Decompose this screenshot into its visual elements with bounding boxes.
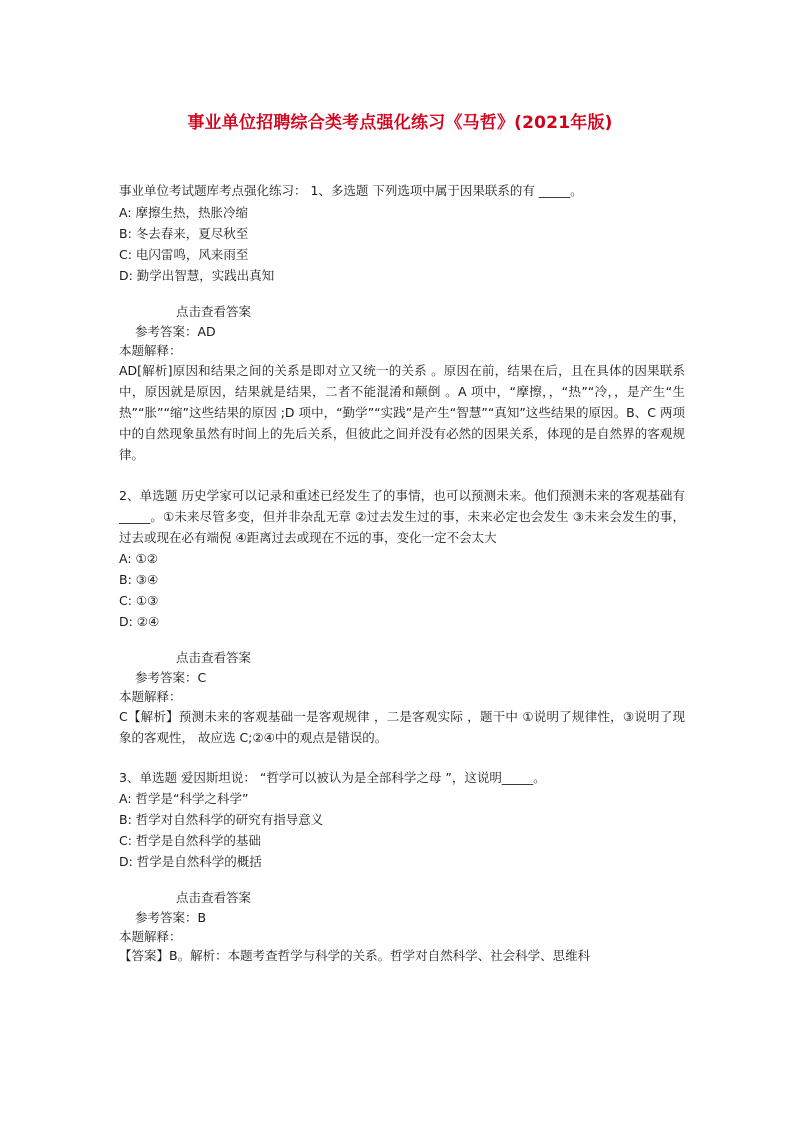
answer-text: 参考答案：B xyxy=(135,910,207,925)
explanation-label: 本题解释： xyxy=(119,342,182,358)
option-b: B: 冬去春来，夏尽秋至 xyxy=(119,225,249,241)
question-block xyxy=(119,485,685,748)
question-block xyxy=(119,768,685,967)
explanation-text: 【答案】B。解析：本题考查哲学与科学的关系。哲学对自然科学、社会科学、思维科 xyxy=(119,948,591,963)
option-c: C: ①③ xyxy=(119,592,159,608)
answer-text: 参考答案：C xyxy=(135,669,207,685)
question-stem: 2、单选题 历史学家可以记录和重述已经发生了的事情，也可以预测未来。他们预测未来的客观基础有 _____。①未来尽管多变，但并非杂乱无章 ②过去发生过的事，未来必定也会发生 ③未来会发生的事，过去或现在必有端倪 ④距离过去或现在不远的事，变化一定不会太大 xyxy=(119,487,685,545)
question-block xyxy=(119,181,685,465)
explanation-text: AD[解析]原因和结果之间的关系是即对立又统一的关系 。原因在前，结果在后，且在具体的因果联系中，原因就是原因，结果就是结果，二者不能混淆和颠倒 。A 项中，“摩擦，，“热”“冷，，是产生“生热”“胀”“缩”这些结果的原因 ;D 项中，“勤学”“实践”是产生“智慧”“真知”这些结果的原因。B、C 两项中的自然现象虽然有时间上的先后关系，但彼此之间并没有必然的因果关系，体现的是自然界的客观规律。 xyxy=(119,362,685,462)
question-stem: 3、单选题 爱因斯坦说： “哲学可以被认为是全部科学之母 ”，这说明_____。 xyxy=(119,769,546,785)
show-answer-link[interactable]: 点击查看答案 xyxy=(176,649,252,665)
option-d: D: ②④ xyxy=(119,613,160,629)
option-c: C: 电闪雷鸣，风来雨至 xyxy=(119,246,249,262)
question-list xyxy=(119,181,685,967)
show-answer-link[interactable]: 点击查看答案 xyxy=(176,890,252,905)
page-title: 事业单位招聘综合类考点强化练习《马哲》(2021年版) xyxy=(187,113,613,133)
explanation-label: 本题解释： xyxy=(119,929,182,944)
option-d: D: 哲学是自然科学的概括 xyxy=(119,854,262,869)
option-a: A: 摩擦生热，热胀冷缩 xyxy=(119,204,249,220)
question-stem: 事业单位考试题库考点强化练习： 1、多选题 下列选项中属于因果联系的有 _____。 xyxy=(119,183,583,198)
show-answer-link[interactable]: 点击查看答案 xyxy=(176,303,252,319)
explanation-label: 本题解释： xyxy=(119,688,182,704)
option-a: A: 哲学是“科学之科学” xyxy=(119,791,249,806)
option-d: D: 勤学出智慧，实践出真知 xyxy=(119,267,275,283)
explanation-text: C【解析】预测未来的客观基础一是客观规律 ，二是客观实际 ，题干中 ①说明了规律性，③说明了现象的客观性， 故应选 C;②④中的观点是错误的。 xyxy=(119,708,685,745)
answer-text: 参考答案：AD xyxy=(135,323,216,339)
option-b: B: 哲学对自然科学的研究有指导意义 xyxy=(119,812,324,827)
option-c: C: 哲学是自然科学的基础 xyxy=(119,833,261,848)
option-b: B: ③④ xyxy=(119,571,159,587)
option-a: A: ①② xyxy=(119,550,158,566)
